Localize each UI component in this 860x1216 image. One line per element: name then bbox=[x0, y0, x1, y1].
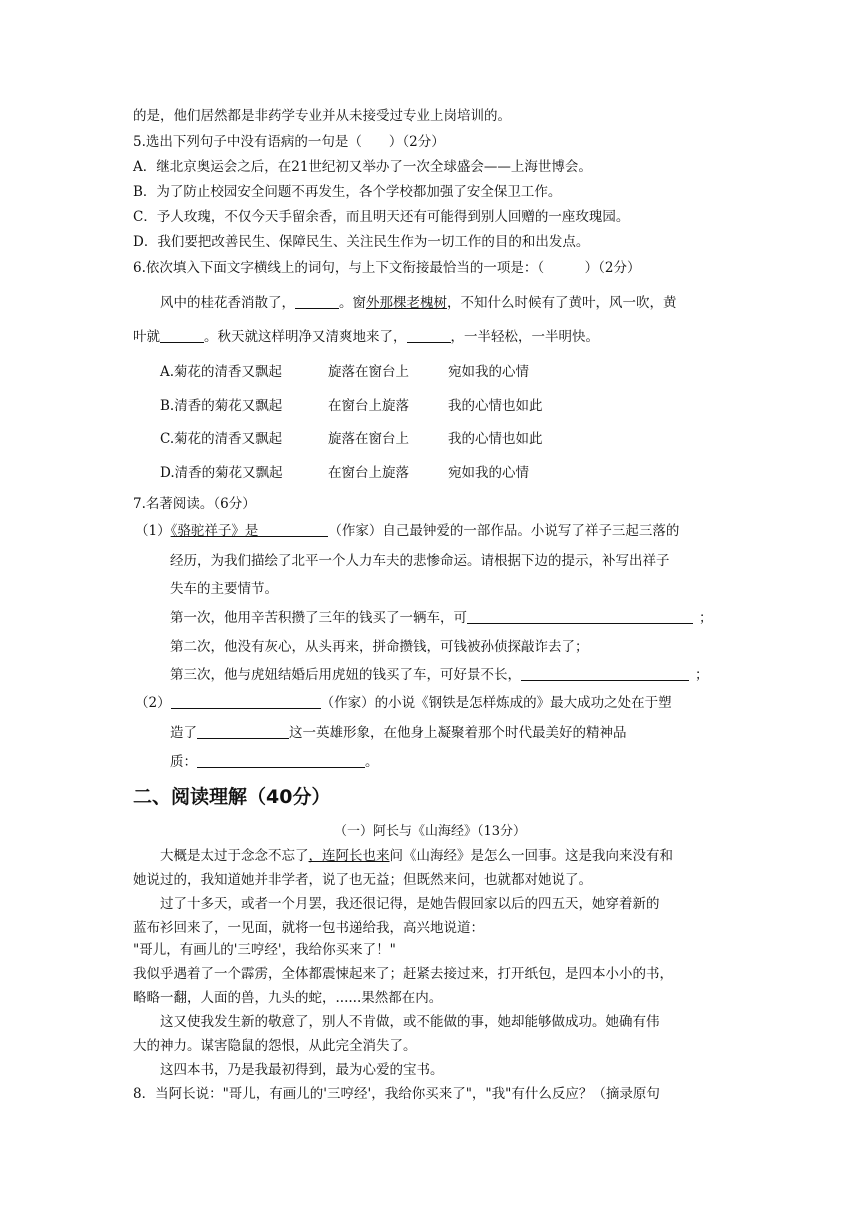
passage-text: 问《山海经》是怎么一回事。这是我向来没有和 bbox=[389, 848, 673, 864]
option-part: 宛如我的心情 bbox=[448, 465, 529, 481]
option-part: 旋落在窗台上 bbox=[328, 431, 409, 447]
passage-text: 质： bbox=[170, 754, 197, 770]
option-part: 在窗台上旋落 bbox=[328, 465, 409, 481]
q5-option-d: D．我们要把改善民生、保障民生、关注民生作为一切工作的目的和出发点。 bbox=[133, 234, 590, 250]
passage-para-3-line-2: 略略一翻，人面的兽，九头的蛇，......果然都在内。 bbox=[133, 990, 443, 1006]
q7-part2-line-3 bbox=[170, 751, 379, 773]
fill-blank bbox=[295, 294, 339, 309]
passage-text: 风中的桂花香消散了， bbox=[160, 295, 295, 311]
q7-part2-line-2 bbox=[170, 722, 627, 744]
passage-para-1-line-2: 她说过的，我知道她并非学者，说了也无益；但既然来问，也就都对她说了。 bbox=[133, 872, 592, 888]
q6-option-a bbox=[160, 362, 529, 382]
underlined-text: ，连阿长也来 bbox=[308, 848, 390, 864]
q8-stem: 8．当阿长说："哥儿，有画儿的'三哼经'，我给你买来了"，"我"有什么反应？（摘录原句 bbox=[133, 1086, 660, 1102]
q5-option-b: B．为了防止校园安全问题不再发生，各个学校都加强了安全保卫工作。 bbox=[133, 184, 562, 200]
q7-first-loss bbox=[170, 607, 713, 629]
option-part: B.清香的菊花又飘起 bbox=[160, 398, 283, 414]
passage-para-1-line-1 bbox=[160, 844, 673, 868]
passage-text: ，一半轻松，一半明快。 bbox=[450, 329, 599, 345]
q5-option-a: A．继北京奥运会之后，在21世纪初又举办了一次全球盛会——上海世博会。 bbox=[133, 159, 592, 175]
fill-blank bbox=[407, 328, 451, 343]
q7-part1-line-3: 失车的主要情节。 bbox=[170, 581, 278, 597]
passage-para-5: 这四本书，乃是我最初得到，最为心爱的宝书。 bbox=[160, 1062, 444, 1078]
q6-option-b bbox=[160, 396, 543, 416]
passage-para-2-line-1: 过了十多天，或者一个月罢，我还很记得，是她告假回家以后的四五天，她穿着新的 bbox=[160, 896, 660, 912]
section-heading: 二、阅读理解（40分） bbox=[133, 786, 331, 808]
fill-blank bbox=[258, 522, 328, 537]
q6-option-d bbox=[160, 463, 529, 483]
passage-text: 叶就 bbox=[133, 329, 160, 345]
passage-para-4-line-2: 大的神力。谋害隐鼠的怨恨，从此完全消失了。 bbox=[133, 1038, 417, 1054]
passage-text: 这一英雄形象，在他身上凝聚着那个时代最美好的精神品 bbox=[289, 725, 627, 741]
q6-option-c bbox=[160, 429, 543, 449]
fill-blank bbox=[171, 694, 321, 709]
q6-passage-line-2 bbox=[133, 326, 599, 348]
continued-text-line: 的是，他们居然都是非药学专业并从未接受过专业上岗培训的。 bbox=[133, 108, 511, 124]
punctuation: ； bbox=[695, 667, 709, 683]
option-part: 在窗台上旋落 bbox=[328, 398, 409, 414]
option-part: 我的心情也如此 bbox=[448, 398, 543, 414]
passage-text: （作家）的小说《钢铁是怎样炼成的》最大成功之处在于塑 bbox=[320, 695, 672, 711]
passage-text: 造了 bbox=[170, 725, 197, 741]
option-part: C.菊花的清香又飘起 bbox=[160, 431, 283, 447]
q7-part2-line-1 bbox=[135, 692, 672, 714]
passage-text: 。窗 bbox=[339, 295, 366, 311]
q6-passage-line-1 bbox=[160, 292, 677, 314]
option-part: D.清香的菊花又飘起 bbox=[160, 465, 283, 481]
fill-blank bbox=[197, 724, 289, 739]
q7-stem: 7.名著阅读。（6分） bbox=[133, 496, 256, 512]
q5-option-c: C．予人玫瑰，不仅今天手留余香，而且明天还有可能得到别人回赠的一座玫瑰园。 bbox=[133, 209, 630, 225]
underlined-text: 外那棵老槐树 bbox=[366, 295, 447, 311]
q7-part1-line-2: 经历，为我们描绘了北平一个人力车夫的悲惨命运。请根据下边的提示，补写出祥子 bbox=[170, 553, 670, 569]
punctuation: ； bbox=[699, 610, 713, 626]
fill-blank bbox=[197, 753, 365, 768]
q7-second-loss: 第二次，他没有灰心，从头再来，拼命攒钱，可钱被孙侦探敲诈去了； bbox=[170, 639, 589, 655]
option-part: 旋落在窗台上 bbox=[328, 364, 409, 380]
passage-text: ，不知什么时候有了黄叶，风一吹，黄 bbox=[447, 295, 677, 311]
part-label: （2） bbox=[135, 695, 171, 711]
passage-text: 大概是太过于念念不忘了 bbox=[160, 848, 309, 864]
passage-quote: "哥儿，有画儿的'三哼经'，我给你买来了！" bbox=[133, 942, 396, 958]
passage-text: 。秋天就这样明净又清爽地来了， bbox=[204, 329, 407, 345]
q7-third-loss bbox=[170, 664, 709, 686]
passage-text: 第三次，他与虎妞结婚后用虎妞的钱买了车，可好景不长， bbox=[170, 667, 521, 683]
passage-para-4-line-1: 这又使我发生新的敬意了，别人不肯做，或不能做的事，她却能够做成功。她确有伟 bbox=[160, 1014, 660, 1030]
q7-part1-line-1 bbox=[135, 520, 679, 542]
book-title: 《骆驼祥子》是 bbox=[170, 523, 259, 539]
passage-para-3-line-1: 我似乎遇着了一个霹雳，全体都震悚起来了；赶紧去接过来，打开纸包，是四本小小的书， bbox=[133, 966, 673, 982]
passage-text: （作家）自己最钟爱的一部作品。小说写了祥子三起三落的 bbox=[328, 523, 680, 539]
passage-text: 第一次，他用辛苦积攒了三年的钱买了一辆车，可 bbox=[170, 610, 467, 626]
q5-stem: 5.选出下列句子中没有语病的一句是（ ）（2分） bbox=[133, 134, 445, 150]
q6-stem: 6.依次填入下面文字横线上的词句，与上下文衔接最恰当的一项是：（ ）（2分） bbox=[133, 260, 641, 276]
part-label: （1） bbox=[135, 523, 171, 539]
passage-subtitle: （一）阿长与《山海经》（13分） bbox=[333, 824, 527, 839]
fill-blank bbox=[160, 328, 204, 343]
punctuation: 。 bbox=[365, 754, 379, 770]
option-part: 宛如我的心情 bbox=[448, 364, 529, 380]
option-part: A.菊花的清香又飘起 bbox=[160, 364, 283, 380]
fill-blank bbox=[521, 666, 689, 681]
passage-para-2-line-2: 蓝布衫回来了，一见面，就将一包书递给我，高兴地说道： bbox=[133, 920, 484, 936]
option-part: 我的心情也如此 bbox=[448, 431, 543, 447]
fill-blank bbox=[467, 609, 693, 624]
